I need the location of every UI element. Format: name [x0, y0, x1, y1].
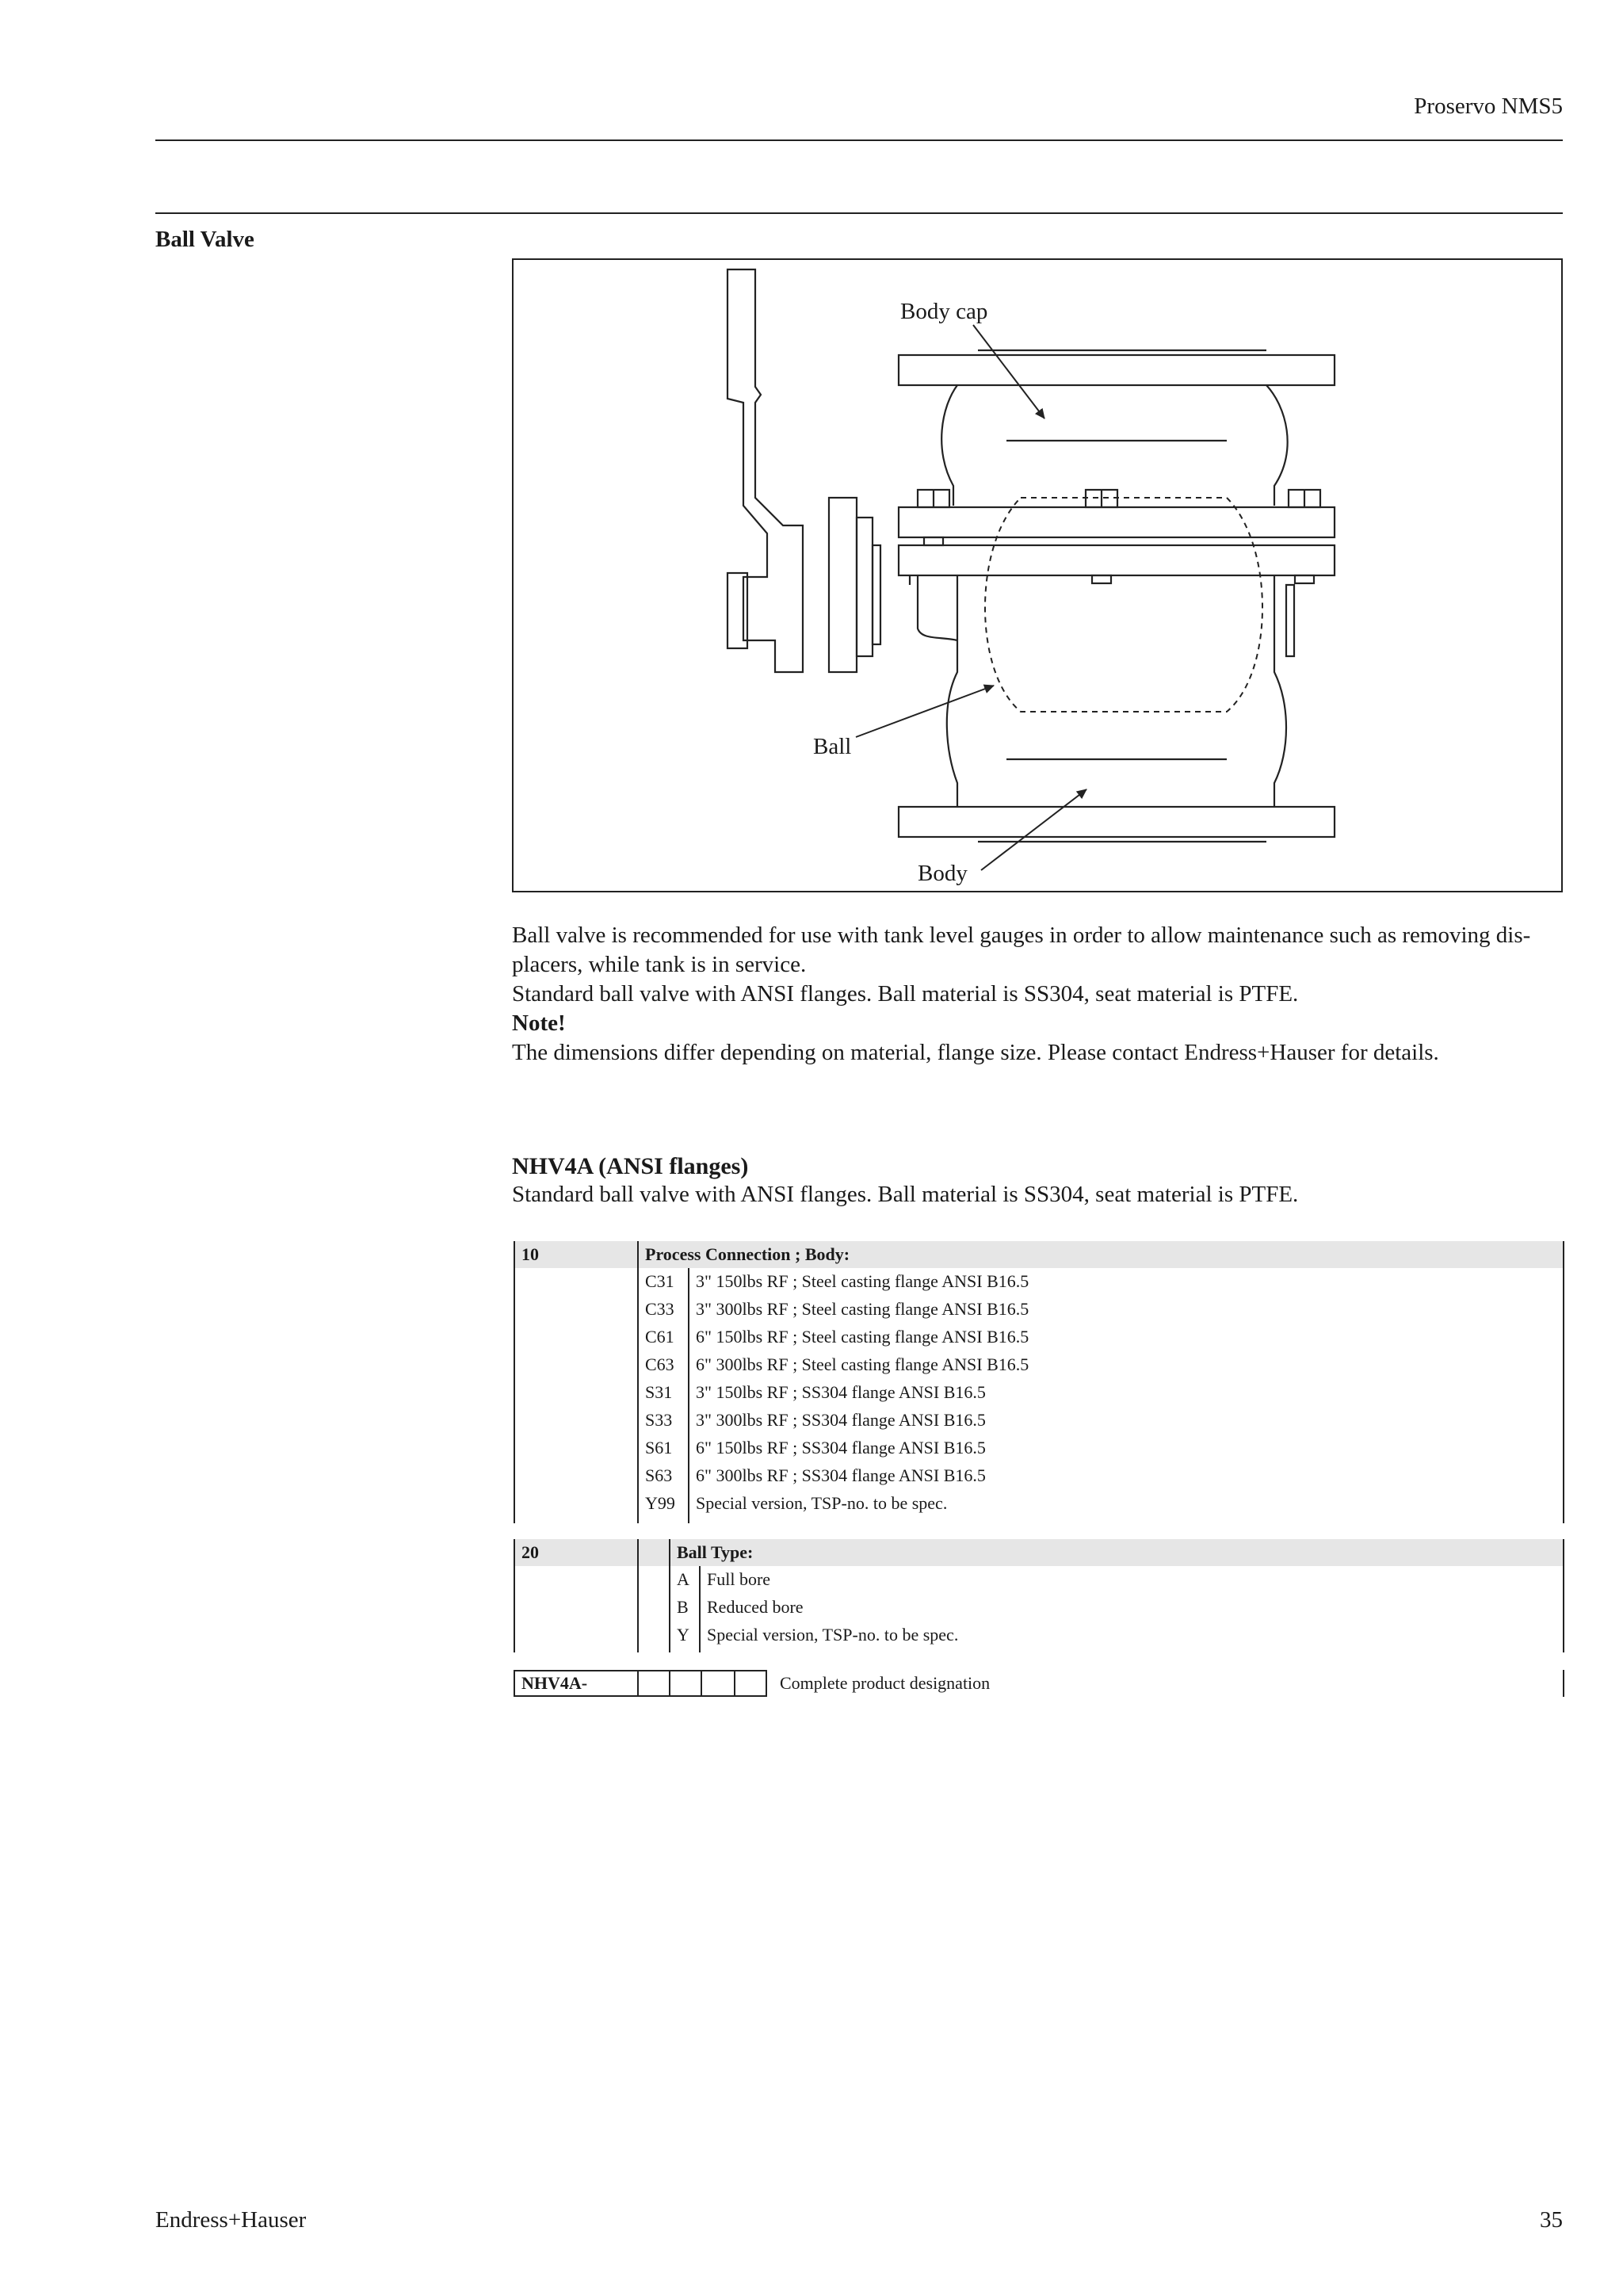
option-text: 3" 300lbs RF ; SS304 flange ANSI B16.5 [696, 1410, 986, 1430]
option-text: Special version, TSP-no. to be spec. [707, 1625, 959, 1645]
ball-outline [985, 498, 1262, 712]
page-number: 35 [1540, 2207, 1563, 2233]
note-label: Note! [512, 1010, 566, 1036]
option-text: 3" 300lbs RF ; Steel casting flange ANSI B16.5 [696, 1299, 1029, 1319]
ball-valve-figure [512, 258, 1563, 892]
top-flange [899, 355, 1335, 385]
lower-bolt-flange [899, 545, 1335, 575]
body-cap-leader [973, 325, 1044, 418]
feature-20-heading: Ball Type: [677, 1542, 754, 1562]
body-leader [981, 789, 1086, 870]
option-code: S61 [645, 1438, 673, 1457]
option-code: S63 [645, 1465, 673, 1485]
option-text: 6" 300lbs RF ; SS304 flange ANSI B16.5 [696, 1465, 986, 1485]
option-text: 6" 150lbs RF ; SS304 flange ANSI B16.5 [696, 1438, 986, 1457]
option-code: Y [677, 1625, 689, 1645]
feature-10-heading: Process Connection ; Body: [645, 1244, 850, 1264]
handle-lever [727, 269, 803, 672]
designation-label: Complete product designation [780, 1673, 991, 1693]
designation-prefix: NHV4A- [521, 1673, 588, 1693]
option-text: 3" 150lbs RF ; SS304 flange ANSI B16.5 [696, 1382, 986, 1402]
option-code: B [677, 1597, 689, 1617]
stem-coupling [727, 573, 747, 648]
product-subtitle: Standard ball valve with ANSI flanges. Ball material is SS304, seat material is PTFE. [512, 1182, 1299, 1207]
body-cap-label: Body cap [900, 299, 988, 324]
description-line: Standard ball valve with ANSI flanges. Ball material is SS304, seat material is PTFE. [512, 981, 1299, 1007]
option-text: 6" 150lbs RF ; Steel casting flange ANSI B16.5 [696, 1327, 1029, 1347]
option-code: S31 [645, 1382, 673, 1402]
option-code: S33 [645, 1410, 673, 1430]
feature-20-header [514, 1539, 1563, 1566]
description [512, 921, 1566, 1068]
option-text: Special version, TSP-no. to be spec. [696, 1493, 948, 1513]
ball-leader [856, 686, 994, 737]
bottom-flange [899, 807, 1335, 837]
section-title: Ball Valve [155, 227, 254, 252]
section-rule [155, 212, 1563, 214]
description-line: placers, while tank is in service. [512, 952, 807, 977]
option-code: A [677, 1569, 689, 1589]
side-flange [829, 498, 857, 672]
option-code: Y99 [645, 1493, 675, 1513]
feature-10-number: 10 [521, 1244, 539, 1264]
option-text: 6" 300lbs RF ; Steel casting flange ANSI B16.5 [696, 1354, 1029, 1374]
description-line: Ball valve is recommended for use with tank level gauges in order to allow maintenance such as removing dis- [512, 923, 1531, 948]
option-code: C61 [645, 1327, 674, 1347]
option-text: Reduced bore [707, 1597, 804, 1617]
note-text: The dimensions differ depending on material, flange size. Please contact Endress+Hauser for details. [512, 1040, 1439, 1065]
option-code: C63 [645, 1354, 674, 1374]
upper-bolt-flange [899, 507, 1335, 537]
document-header-title: Proservo NMS5 [1414, 94, 1563, 119]
option-code: C33 [645, 1299, 674, 1319]
product-title: NHV4A (ANSI flanges) [512, 1153, 749, 1179]
ball-label: Ball [813, 734, 852, 759]
body-label: Body [918, 861, 968, 886]
option-text: Full bore [707, 1569, 771, 1589]
option-code: C31 [645, 1271, 674, 1291]
feature-20-number: 20 [521, 1542, 539, 1562]
footer-brand: Endress+Hauser [155, 2207, 307, 2233]
ball-valve-drawing [514, 260, 1564, 894]
header-rule [155, 139, 1563, 141]
option-text: 3" 150lbs RF ; Steel casting flange ANSI B16.5 [696, 1271, 1029, 1291]
